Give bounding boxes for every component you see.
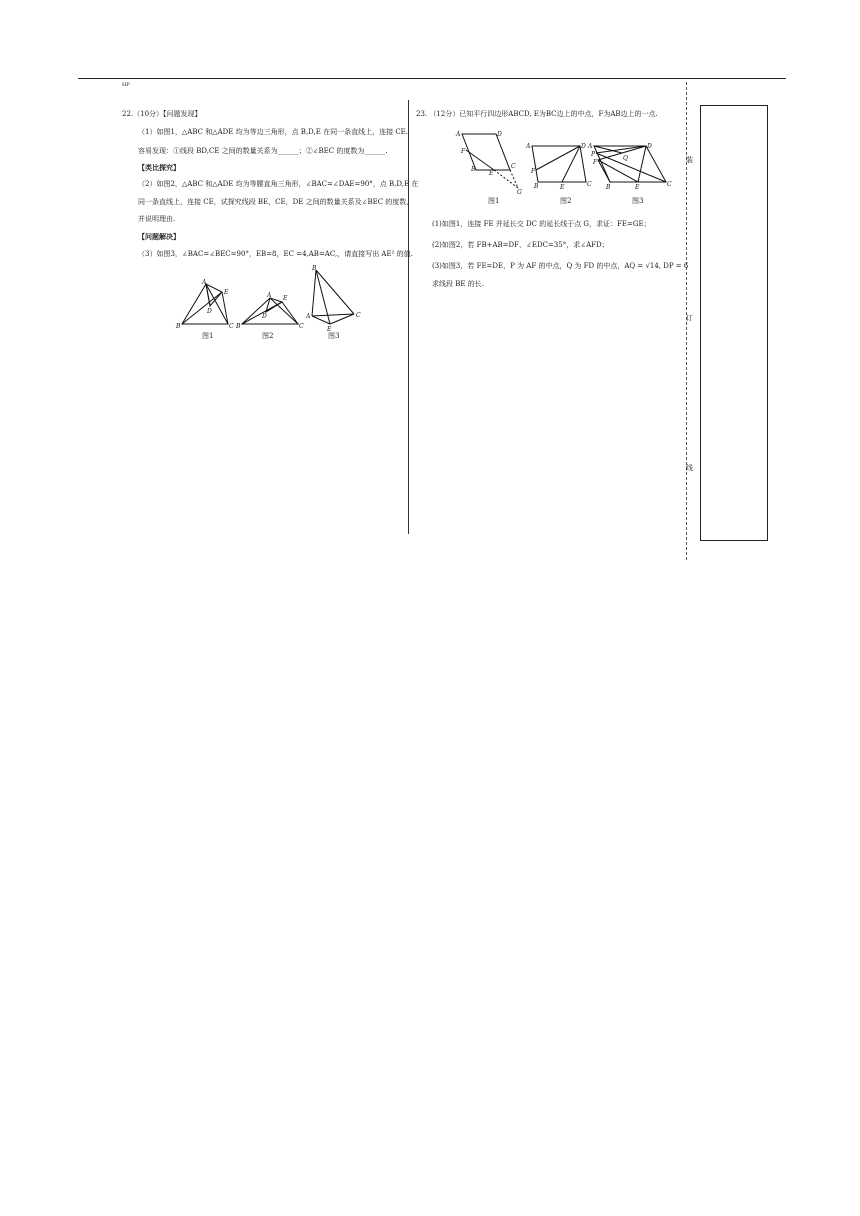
q23-part3-line1: (3)如图3，若 FE=DE，P 为 AF 的中点，Q 为 FD 的中点，AQ = √14, DP = 6: [432, 262, 689, 270]
q22-section-solve: 【问题解决】: [138, 232, 180, 241]
q22-figures: [170, 262, 370, 342]
q23-fig2-label-c: C: [587, 181, 592, 188]
q23-fig3-label-b: B: [606, 184, 611, 191]
q23-part2: (2)如图2，若 FB+AB=DF，∠EDC=35°，求∠AFD；: [432, 241, 609, 249]
q23-fig3-label-a: A: [588, 143, 593, 150]
q22-fig3-label-a: A: [306, 313, 311, 320]
q23-title: 23. （12分）已知平行四边形ABCD, E为BC边上的中点，F为AB边上的一点.: [416, 110, 658, 118]
q22-fig1-label-e: E: [224, 289, 229, 296]
q22-fig2-label-b: B: [236, 323, 241, 330]
q23-fig2-label-f: F: [531, 168, 536, 175]
q23-fig1-label-d: D: [497, 131, 502, 138]
q22-fig2-label-a: A: [267, 292, 272, 299]
q23-fig3-label-f: F: [593, 159, 598, 166]
q22-fig3-label-b: B: [312, 265, 317, 272]
q22-section-analogy: 【类比探究】: [138, 163, 180, 172]
q23-fig1-label-c: C: [511, 163, 516, 170]
q23-fig1-label-b: B: [471, 166, 476, 173]
q23-fig3-line-pd: [596, 146, 646, 153]
q23-part1: (1)如图1，连接 FE 并延长交 DC 的延长线于点 G，求证：FE=GE；: [432, 220, 651, 228]
q23-fig2-parallelogram: [532, 146, 586, 182]
q22-fig1-label-b: B: [176, 323, 181, 330]
q22-fig3-caption: 图3: [328, 332, 340, 340]
q22-fig2-label-e: E: [283, 295, 288, 302]
q23-fig3-label-d: D: [647, 143, 652, 150]
q22-fig2-line-ce: [282, 302, 298, 324]
q22-fig1-line-be: [182, 292, 222, 324]
q23-fig3-line-de: [638, 146, 646, 182]
q22-fig3-line-ac: [312, 314, 354, 316]
q22-part1-line2: 容易发现：①线段 BD,CE 之间的数量关系为______；②∠BEC 的度数为______.: [138, 147, 388, 155]
q22-fig1-label-d: D: [207, 308, 212, 315]
q22-fig3-label-c: C: [356, 312, 361, 319]
binding-label-zhuang: 装: [686, 156, 693, 164]
binding-label-xian: 线: [686, 464, 693, 472]
q23-fig1-label-e: E: [489, 170, 494, 177]
q23-fig1-caption: 图1: [488, 197, 500, 205]
q22-part3-line1: （3）如图3，∠BAC=∠BEC=90°，EB=8，EC =4,AB=AC,，请直接写出 AE² 的值.: [138, 250, 413, 258]
top-rule: [78, 78, 786, 79]
q23-fig2-label-b: B: [534, 183, 539, 190]
q22-fig2-label-d: D: [262, 313, 267, 320]
q23-fig2-label-d: D: [581, 143, 586, 150]
header-mark: HP: [122, 82, 130, 88]
q23-fig3-label-q: Q: [623, 155, 628, 162]
q23-fig3-caption: 图3: [632, 197, 644, 205]
q23-figures: [450, 126, 680, 196]
q22-title: 22.（10分）【问题发现】: [122, 110, 202, 118]
q22-fig2-triangle-abc: [242, 298, 298, 324]
q23-part3-line2: 求线段 BE 的长.: [432, 280, 484, 288]
q22-part2-line1: （2）如图2，△ABC 和△ADE 均为等腰直角三角形，∠BAC=∠DAE=90°，点 B,D,E 在: [138, 180, 419, 188]
q23-fig2-label-e: E: [560, 184, 565, 191]
q23-fig1-label-f: F: [461, 148, 466, 155]
q23-fig1-ext-eg: [494, 170, 518, 188]
binding-label-ding: 订: [686, 314, 693, 322]
q22-fig3-line-ae: [312, 316, 330, 324]
answer-margin-box: [700, 105, 768, 541]
q22-fig1-label-c: C: [229, 323, 234, 330]
q22-part2-line3: 并说明理由.: [138, 215, 176, 223]
q22-fig1-label-a: A: [202, 279, 207, 286]
q23-fig2-line-df: [536, 146, 580, 170]
column-divider: [408, 100, 409, 534]
q22-fig3-line-ba: [312, 270, 316, 316]
q23-fig2-caption: 图2: [560, 197, 572, 205]
q23-fig3-label-p: P: [591, 151, 596, 158]
q23-fig3-label-e: E: [635, 184, 640, 191]
q22-fig3-label-e: E: [327, 326, 332, 333]
q22-fig2-label-c: C: [299, 323, 304, 330]
q22-part2-line2: 同一条直线上，连接 CE，试探究线段 BE，CE，DE 之间的数量关系及∠BEC 的度数，: [138, 198, 414, 206]
q22-fig1-caption: 图1: [202, 332, 214, 340]
q22-part1-line1: （1）如图1，△ABC 和△ADE 均为等边三角形，点 B,D,E 在同一条直线上，连接 CE.: [138, 128, 409, 136]
q23-fig1-label-g: G: [517, 189, 522, 196]
q23-fig2-label-a: A: [526, 143, 531, 150]
q22-fig2-caption: 图2: [262, 332, 274, 340]
q23-fig1-label-a: A: [456, 131, 461, 138]
q23-fig3-label-c: C: [667, 181, 672, 188]
q22-fig3-line-ec: [330, 314, 354, 324]
